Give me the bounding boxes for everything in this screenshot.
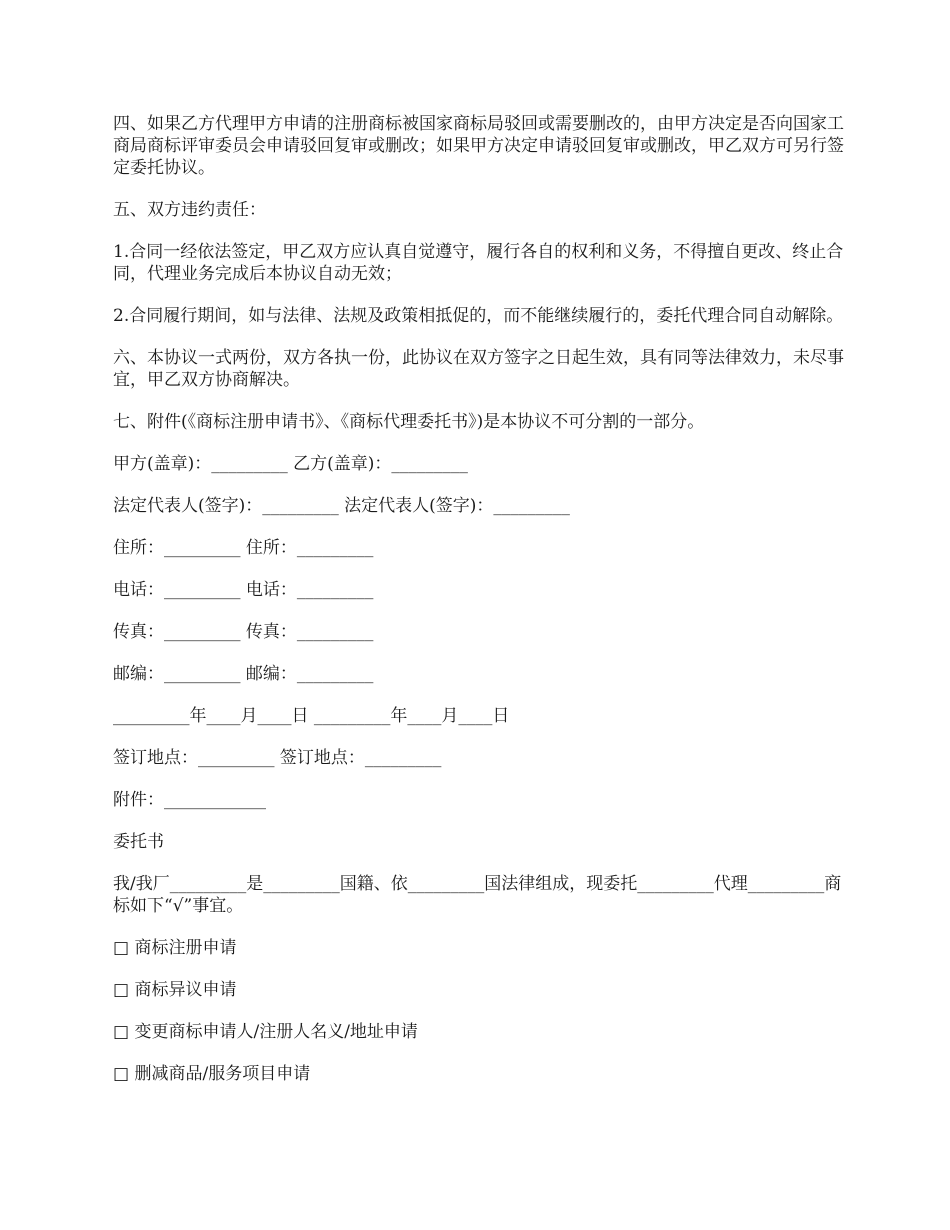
clause-five-item-1: 1.合同一经依法签定，甲乙双方应认真自觉遵守，履行各自的权利和义务，不得擅自更改、终止合同，代理业务完成后本协议自动无效； [113,242,844,284]
clause-seven: 七、附件(《商标注册申请书》、《商标代理委托书》)是本协议不可分割的一部分。 [113,412,705,432]
signature-postcode: 邮编：_________ 邮编：_________ [113,664,374,684]
power-of-attorney-title: 委托书 [113,832,164,852]
attachment-line: 附件：____________ [113,790,266,810]
clause-four: 四、如果乙方代理甲方申请的注册商标被国家商标局驳回或需要删改的，由甲方决定是否向国家工商局商标评审委员会申请驳回复审或删改；如果甲方决定申请驳回复审或删改，甲乙双方可另行签定委托协议。 [113,114,844,178]
checkbox-item-change-name-address: □ 变更商标申请人/注册人名义/地址申请 [113,1022,418,1042]
clause-five-heading: 五、双方违约责任： [113,200,266,220]
checkbox-item-registration: □ 商标注册申请 [113,938,237,958]
power-of-attorney-body: 我/我厂_________是_________国籍、依_________国法律组成，现委托_________代理_________商标如下“√”事宜。 [113,874,842,916]
signature-phone: 电话：_________ 电话：_________ [113,580,374,600]
checkbox-item-opposition: □ 商标异议申请 [113,980,237,1000]
document-page [113,113,853,1105]
signature-fax: 传真：_________ 传真：_________ [113,622,374,642]
signature-date: _________年____月____日 _________年____月____日 [113,706,510,726]
signature-legal-rep: 法定代表人(签字)：_________ 法定代表人(签字)：_________ [113,496,570,516]
clause-five-item-2: 2.合同履行期间，如与法律、法规及政策相抵促的，而不能继续履行的，委托代理合同自动解除。 [113,306,844,326]
signature-location: 签订地点：_________ 签订地点：_________ [113,748,442,768]
signature-party-seal: 甲方(盖章)：_________ 乙方(盖章)：_________ [113,454,468,474]
checkbox-item-delete-goods-services: □ 删减商品/服务项目申请 [113,1064,311,1084]
clause-six: 六、本协议一式两份，双方各执一份，此协议在双方签字之日起生效，具有同等法律效力，未尽事宜，甲乙双方协商解决。 [113,348,844,390]
signature-address: 住所：_________ 住所：_________ [113,538,374,558]
